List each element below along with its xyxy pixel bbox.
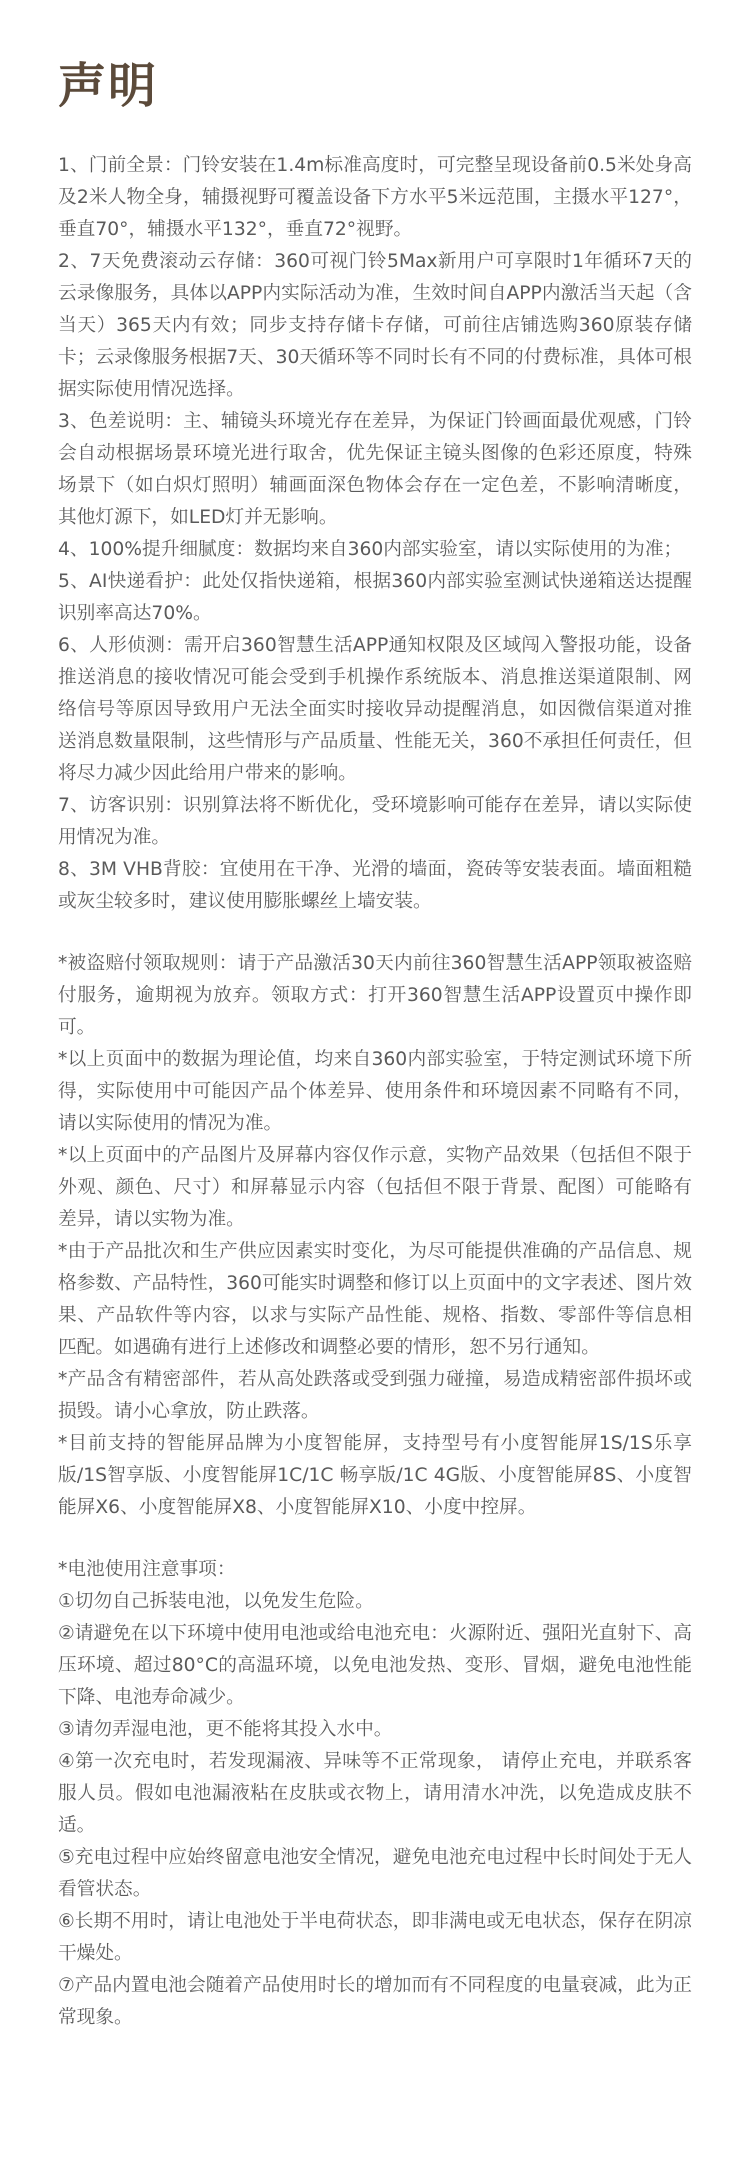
page-title: 声明: [58, 58, 159, 114]
battery-item: ③请勿弄湿电池，更不能将其投入水中。: [58, 1718, 393, 1740]
battery-heading: *电池使用注意事项：: [58, 1558, 236, 1580]
numbered-item: 4、100%提升细腻度：数据均来自360内部实验室，请以实际使用的为准；: [58, 538, 683, 560]
section-divider: [58, 1524, 692, 1554]
numbered-item: 6、人形侦测：需开启360智慧生活APP通知权限及区域闯入警报功能，设备推送消息的接收情况可能会受到手机操作系统版本、消息推送渠道限制、网络信号等原因导致用户无法全面实时接收异动提醒消息，如因微信渠道对推送消息数量限制，这些情形与产品质量、性能无关，360不承担任何责任，但将尽力减少因此给用户带来的影响。: [58, 634, 692, 784]
numbered-item: 3、色差说明：主、辅镜头环境光存在差异，为保证门铃画面最优观感，门铃会自动根据场景环境光进行取舍，优先保证主镜头图像的色彩还原度，特殊场景下（如白炽灯照明）辅画面深色物体会存在一定色差，不影响清晰度，其他灯源下，如LED灯并无影响。: [58, 410, 692, 528]
battery-item: ①切勿自己拆装电池，以免发生危险。: [58, 1590, 374, 1612]
numbered-item: 5、AI快递看护：此处仅指快递箱，根据360内部实验室测试快递箱送达提醒识别率高达70%。: [58, 570, 692, 624]
battery-section: [58, 1554, 692, 2034]
section-divider: [58, 918, 692, 948]
notes-section: [58, 948, 692, 1524]
note-item: *以上页面中的产品图片及屏幕内容仅作示意，实物产品效果（包括但不限于外观、颜色、尺寸）和屏幕显示内容（包括但不限于背景、配图）可能略有差异，请以实物为准。: [58, 1144, 692, 1230]
numbered-item: 7、访客识别：识别算法将不断优化，受环境影响可能存在差异，请以实际使用情况为准。: [58, 794, 692, 848]
note-item: *以上页面中的数据为理论值，均来自360内部实验室，于特定测试环境下所得，实际使用中可能因产品个体差异、使用条件和环境因素不同略有不同，请以实际使用的情况为准。: [58, 1048, 692, 1134]
numbered-items-section: [58, 150, 692, 918]
note-item: *被盗赔付领取规则：请于产品激活30天内前往360智慧生活APP领取被盗赔付服务，逾期视为放弃。领取方式：打开360智慧生活APP设置页中操作即可。: [58, 952, 692, 1038]
battery-item: ②请避免在以下环境中使用电池或给电池充电：火源附近、强阳光直射下、高压环境、超过80°C的高温环境，以免电池发热、变形、冒烟，避免电池性能下降、电池寿命减少。: [58, 1622, 692, 1708]
battery-item: ④第一次充电时，若发现漏液、异味等不正常现象， 请停止充电，并联系客服人员。假如电池漏液粘在皮肤或衣物上，请用清水冲洗，以免造成皮肤不适。: [58, 1750, 692, 1836]
note-item: *由于产品批次和生产供应因素实时变化，为尽可能提供准确的产品信息、规格参数、产品特性，360可能实时调整和修订以上页面中的文字表述、图片效果、产品软件等内容，以求与实际产品性能、规格、指数、零部件等信息相匹配。如遇确有进行上述修改和调整必要的情形，恕不另行通知。: [58, 1240, 692, 1358]
battery-item: ⑤充电过程中应始终留意电池安全情况，避免电池充电过程中长时间处于无人看管状态。: [58, 1846, 692, 1900]
numbered-item: 8、3M VHB背胶：宜使用在干净、光滑的墙面，瓷砖等安装表面。墙面粗糙或灰尘较多时，建议使用膨胀螺丝上墙安装。: [58, 858, 692, 912]
battery-item: ⑥长期不用时，请让电池处于半电荷状态，即非满电或无电状态，保存在阴凉干燥处。: [58, 1910, 692, 1964]
note-item: *产品含有精密部件，若从高处跌落或受到强力碰撞，易造成精密部件损坏或损毁。请小心拿放，防止跌落。: [58, 1368, 692, 1422]
note-item: *目前支持的智能屏品牌为小度智能屏，支持型号有小度智能屏1S/1S乐享版/1S智享版、小度智能屏1C/1C 畅享版/1C 4G版、小度智能屏8S、小度智能屏X6、小度智能屏X8、小度智能屏X10、小度中控屏。: [58, 1432, 692, 1518]
numbered-item: 2、7天免费滚动云存储：360可视门铃5Max新用户可享限时1年循环7天的云录像服务，具体以APP内实际活动为准，生效时间自APP内激活当天起（含当天）365天内有效；同步支持存储卡存储，可前往店铺选购360原装存储卡；云录像服务根据7天、30天循环等不同时长有不同的付费标准，具体可根据实际使用情况选择。: [58, 250, 692, 400]
battery-item: ⑦产品内置电池会随着产品使用时长的增加而有不同程度的电量衰减，此为正常现象。: [58, 1974, 692, 2028]
numbered-item: 1、门前全景：门铃安装在1.4m标准高度时，可完整呈现设备前0.5米处身高及2米人物全身，辅摄视野可覆盖设备下方水平5米远范围，主摄水平127°，垂直70°，辅摄水平132°，垂直72°视野。: [58, 154, 692, 240]
